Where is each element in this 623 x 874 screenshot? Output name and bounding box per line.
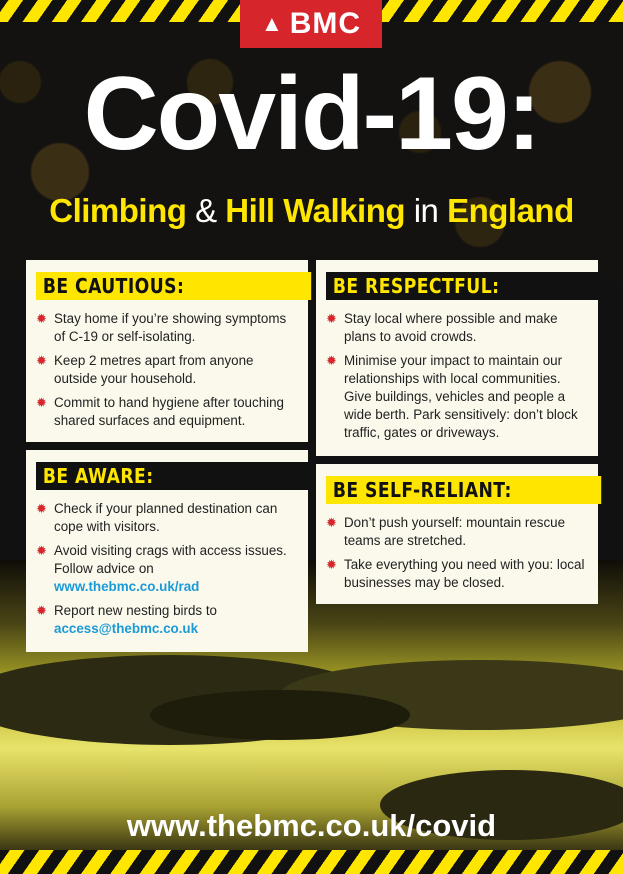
panel-be-cautious — [26, 260, 308, 442]
item-text-wrap — [54, 602, 217, 638]
virus-bullet-icon: ✹ — [36, 395, 47, 410]
rad-link[interactable]: www.thebmc.co.uk/rad — [54, 579, 200, 594]
item-text: Don’t push yourself: mountain rescue teams are stretched. — [344, 515, 566, 548]
item-text: Take everything you need with you: local businesses may be closed. — [344, 557, 585, 590]
item-text: Stay local where possible and make plans to avoid crowds. — [344, 311, 558, 344]
panel-heading: BE SELF-RELIANT: — [326, 476, 601, 504]
subtitle-climbing: Climbing — [49, 192, 187, 229]
list-item — [36, 542, 298, 596]
item-text: Commit to hand hygiene after touching shared surfaces and equipment. — [54, 395, 285, 428]
virus-bullet-icon: ✹ — [326, 311, 337, 326]
item-text: Minimise your impact to maintain our relationships with local communities. Give buildings, vehicles and people a wide berth. Park sensitively: don’t block traffic, gates or driveways. — [344, 353, 578, 440]
list-item — [326, 352, 588, 442]
virus-bullet-icon: ✹ — [36, 603, 47, 618]
panel-heading: BE AWARE: — [36, 462, 311, 490]
subtitle-england: England — [447, 192, 574, 229]
panel-heading: BE RESPECTFUL: — [326, 272, 601, 300]
item-text: Keep 2 metres apart from anyone outside your household. — [54, 353, 254, 386]
virus-bullet-icon: ✹ — [326, 515, 337, 530]
list-item — [326, 514, 588, 550]
virus-bullet-icon: ✹ — [36, 311, 47, 326]
logo-text: BMC — [289, 7, 362, 40]
list-item — [326, 310, 588, 346]
mountain-icon: ▲ — [260, 11, 284, 36]
virus-bullet-icon: ✹ — [36, 501, 47, 516]
list-item — [36, 352, 298, 388]
virus-bullet-icon: ✹ — [36, 543, 47, 558]
list-item — [36, 394, 298, 430]
panel-be-respectful — [316, 260, 598, 456]
hill-shape — [150, 690, 410, 740]
item-text: Avoid visiting crags with access issues. Follow advice on — [54, 543, 287, 576]
subtitle-hill-walking: Hill Walking — [225, 192, 406, 229]
subtitle-in: in — [413, 192, 439, 229]
bmc-logo[interactable] — [240, 0, 382, 48]
panel-be-self-reliant — [316, 464, 598, 604]
list-item — [326, 556, 588, 592]
poster-subtitle — [0, 192, 623, 230]
panel-be-aware — [26, 450, 308, 652]
virus-bullet-icon: ✹ — [36, 353, 47, 368]
hazard-stripe-bottom — [0, 850, 623, 874]
virus-bullet-icon: ✹ — [326, 353, 337, 368]
poster-title: Covid-19: — [83, 56, 540, 172]
access-email-link[interactable]: access@thebmc.co.uk — [54, 621, 199, 636]
footer-url[interactable]: www.thebmc.co.uk/covid — [126, 808, 497, 843]
list-item — [36, 500, 298, 536]
panel-heading: BE CAUTIOUS: — [36, 272, 311, 300]
subtitle-amp: & — [195, 192, 217, 229]
virus-bullet-icon: ✹ — [326, 557, 337, 572]
item-text: Stay home if you’re showing symptoms of C-19 or self-isolating. — [54, 311, 287, 344]
item-text-wrap — [54, 542, 298, 596]
item-text: Report new nesting birds to — [54, 603, 218, 618]
item-text: Check if your planned destination can cope with visitors. — [54, 501, 278, 534]
list-item — [36, 602, 298, 638]
list-item — [36, 310, 298, 346]
